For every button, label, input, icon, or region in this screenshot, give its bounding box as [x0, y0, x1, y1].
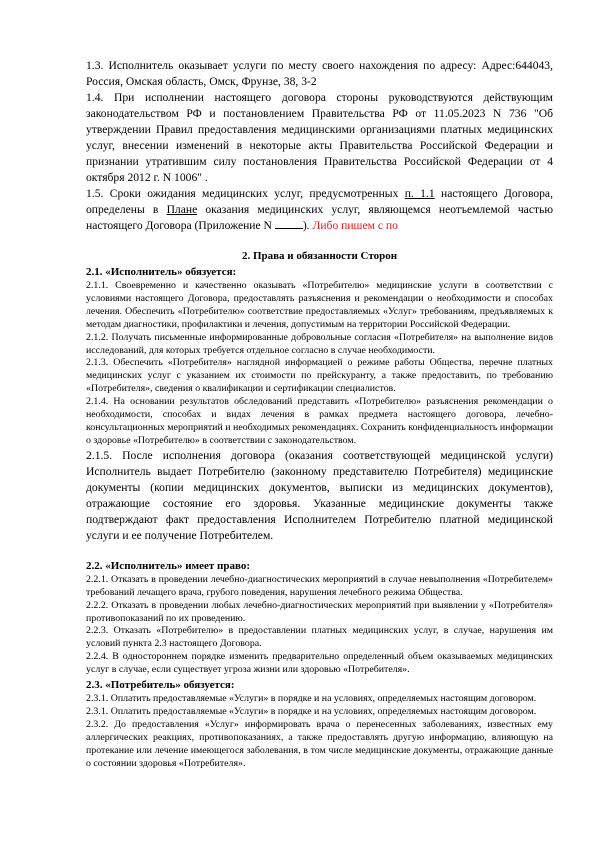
clause-2-2-2: 2.2.2. Отказать в проведении любых лечебно-диагностических мероприятий при выявлении у «Потребителя» противопоказаний по их проведению.: [86, 599, 553, 624]
document-page: [86, 58, 553, 770]
clause-1-5-text-a: 1.5. Сроки ожидания медицинских услуг, предусмотренных: [86, 187, 405, 200]
clause-2-3-1-a: 2.3.1. Оплатить предоставляемые «Услуги» в порядке и на условиях, определяемых настоящим договором.: [86, 693, 537, 705]
heading-2-3: 2.3. «Потребитель» обязуется:: [86, 679, 235, 692]
clause-2-1-1: 2.1.1. Своевременно и качественно оказывать «Потребителю» медицинские услуги в соответствии с условиями настоящего Договора, предоставлять разъяснения и рекомендации о необходимости и способах лечения. Обеспечить «Потребителю» соответствие предоставляемых «Услуг» требованиям, предъявляемых к методам диагностики, профилактики и лечения, допустимым на территории Российской Федерации.: [86, 280, 553, 330]
clause-2-3-1-b: 2.3.1. Оплатить предоставляемые «Услуги» в порядке и на условиях, определяемых настоящим договором.: [86, 705, 537, 717]
clause-2-3-2: 2.3.2. До предоставления «Услуг» информировать врача о перенесенных заболеваниях, известных ему аллергических реакциях, противопоказаниях, а также предоставлять другую информацию, влияющую на протекание или лечение имеющегося заболевания, в том числе медицинские документы, отражающие данные о состоянии здоровья «Потребителя».: [86, 718, 553, 769]
clause-1-5-text-c: оказания медицинских услуг, являющемся неотъемлемой частью настоящего Договора (Приложение N: [86, 203, 553, 232]
clause-1-5-text-b: настоящего Договора, определены в: [86, 187, 553, 216]
heading-2-2: 2.2. «Исполнитель» имеет право:: [86, 559, 250, 572]
section-2-title: 2. Права и обязанности Сторон: [241, 250, 398, 262]
clause-1-5: [86, 186, 553, 234]
clause-1-1-link[interactable]: п. 1.1: [404, 187, 435, 200]
clause-2-2-3: 2.2.3. Отказать «Потребителю» в предоставлении платных медицинских услуг, в случае, нарушения им условий пункта 2.3 настоящего Договора.: [86, 625, 553, 650]
appendix-number-blank: [275, 218, 303, 229]
clause-1-3: 1.3. Исполнитель оказывает услуги по месту своего нахождения по адресу: Адрес:644043, Россия, Омская область, Омск, Фрунзе, 38, 3-2: [86, 59, 553, 88]
clause-2-1-3: 2.1.3. Обеспечить «Потребителя» наглядной информацией о режиме работы Общества, перечне платных медицинских услуг с указанием их стоимости по прейскуранту, а также предоставить, по требованию «Потребителя», сведения о квалификации и сертификации специалистов.: [86, 357, 553, 395]
clause-2-1-2: 2.1.2. Получать письменные информированные добровольные согласия «Потребителя» на выполнение видов исследований, для которых требуется отдельное согласно в случае необходимости.: [86, 331, 553, 356]
plan-link[interactable]: Плане: [166, 203, 198, 216]
clause-1-5-text-d: ).: [302, 219, 310, 232]
heading-2-1: 2.1. «Исполнитель» обязуется:: [86, 266, 237, 278]
clause-2-1-4: 2.1.4. На основании результатов обследований представить «Потребителю» разъяснения рекомендации о необходимости, способах и видах лечения в рамках предмета настоящего договора, лечебно-консультационных мероприятий и необходимых рекомендациях. Сохранить конфиденциальность информации о здоровье «Потребителю» в соответствии с законодательством.: [86, 396, 553, 446]
editor-note: Либо пишем с по: [309, 219, 398, 232]
clause-2-2-4: 2.2.4. В одностороннем порядке изменить предварительно определенный объем оказываемых медицинских услуг в случае, если существует угроза жизни или здоровью «Потребителя».: [86, 651, 553, 676]
clause-1-4: 1.4. При исполнении настоящего договора стороны руководствуются действующим законодательством РФ и постановлением Правительства РФ от 11.05.2023 N 736 "Об утверждении Правил предоставления медицинскими организациями платных медицинских услуг, внесении изменений в некоторые акты Правительства Российской Федерации и признании утратившим силу постановления Правительства Российской Федерации от 4 октября 2012 г. N 1006" .: [86, 91, 553, 184]
clause-2-2-1: 2.2.1. Отказать в проведении лечебно-диагностических мероприятий в случае невыполнения «Потребителем» требований лечащего врача, грубого поведения, нарушения лечебного режима Общества.: [86, 573, 553, 598]
clause-2-1-5: 2.1.5. После исполнения договора (оказания соответствующей медицинской услуги) Исполнитель выдает Потребителю (законному представителю Потребителя) медицинские документы (копии медицинских документов, выписки из медицинских документов), отражающие состояние его здоровья. Указанные медицинские документы также подтверждают факт предоставления Исполнителем Потребителю платной медицинской услуги и ее получение Потребителем.: [86, 448, 553, 542]
